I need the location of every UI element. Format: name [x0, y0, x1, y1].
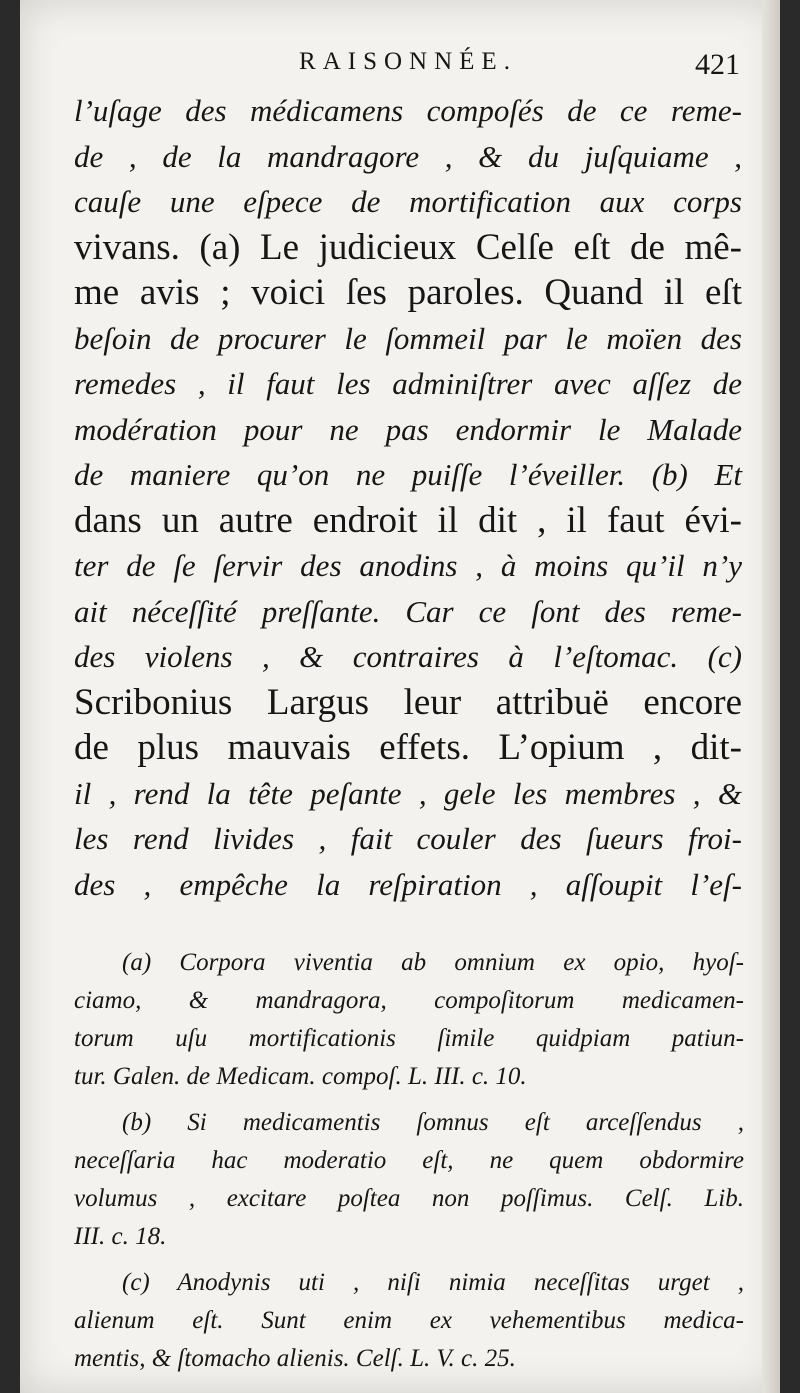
- footnote-line: torum uſu mortificationis ſimile quidpiam patiun-: [74, 1025, 744, 1052]
- text-line: de maniere qu’on ne puiſſe l’éveiller. (b) Et: [74, 457, 742, 492]
- text-line: vivans. (a) Le judicieux Celſe eſt de mê-: [74, 226, 742, 268]
- page-header: [76, 48, 740, 88]
- text-line: beſoin de procurer le ſommeil par le moïen des: [74, 320, 742, 356]
- text-line: de , de la mandragore , & du juſquiame ,: [74, 138, 742, 174]
- text-line: cauſe une eſpece de mortification aux corps: [74, 184, 742, 219]
- page-number: 421: [695, 48, 740, 81]
- footnote-line: (b) Si medicamentis ſomnus eſt arceſſendus ,: [122, 1109, 744, 1136]
- footnote-line: mentis, & ſtomacho alienis. Celſ. L. V. c. 25.: [74, 1345, 516, 1372]
- footnote-line: (c) Anodynis uti , niſi nimia neceſſitas urget ,: [122, 1269, 744, 1296]
- footnote-line: III. c. 18.: [74, 1223, 167, 1250]
- footnote-line: (a) Corpora viventia ab omnium ex opio, hyoſ-: [122, 949, 744, 976]
- text-line: l’uſage des médicamens compoſés de ce reme-: [74, 93, 742, 128]
- running-head: RAISONNÉE.: [299, 48, 517, 75]
- text-line: Scribonius Largus leur attribuë encore: [74, 681, 742, 723]
- text-line: me avis ; voici ſes paroles. Quand il eſt: [74, 272, 742, 313]
- footnote-b: [74, 1104, 744, 1256]
- text-line: modération pour ne pas endormir le Malade: [74, 411, 742, 447]
- footnote-line: alienum eſt. Sunt enim ex vehementibus medica-: [74, 1307, 744, 1334]
- text-line: ter de ſe ſervir des anodins , à moins qu’il n’y: [74, 548, 742, 583]
- footnote-line: ciamo, & mandragora, compoſitorum medicamen-: [74, 987, 744, 1014]
- footnote-c: [74, 1264, 744, 1378]
- footnote-line: volumus , excitare poſtea non poſſimus. Celſ. Lib.: [74, 1185, 744, 1212]
- main-text: [74, 88, 742, 907]
- text-line: de plus mauvais effets. L’opium , dit-: [74, 727, 742, 768]
- text-line: les rend livides , fait couler des ſueurs froi-: [74, 821, 742, 856]
- footnote-a: [74, 944, 744, 1096]
- page-edge-shadow: [762, 0, 780, 1393]
- text-line: dans un autre endroit il dit , il faut évi-: [74, 499, 742, 541]
- footnotes: [74, 944, 744, 1386]
- text-line: remedes , il faut les adminiſtrer avec aſſez de: [74, 366, 742, 401]
- text-line: des violens , & contraires à l’eſtomac. (c): [74, 639, 742, 674]
- footnote-line: tur. Galen. de Medicam. compoſ. L. III. c. 10.: [74, 1063, 527, 1090]
- text-line: des , empêche la reſpiration , aſſoupit l’eſ-: [74, 866, 742, 902]
- text-line: il , rend la tête peſante , gele les membres , &: [74, 775, 742, 811]
- footnote-line: neceſſaria hac moderatio eſt, ne quem obdormire: [74, 1147, 744, 1174]
- text-line: ait néceſſité preſſante. Car ce ſont des reme-: [74, 593, 742, 629]
- book-page: [20, 0, 780, 1393]
